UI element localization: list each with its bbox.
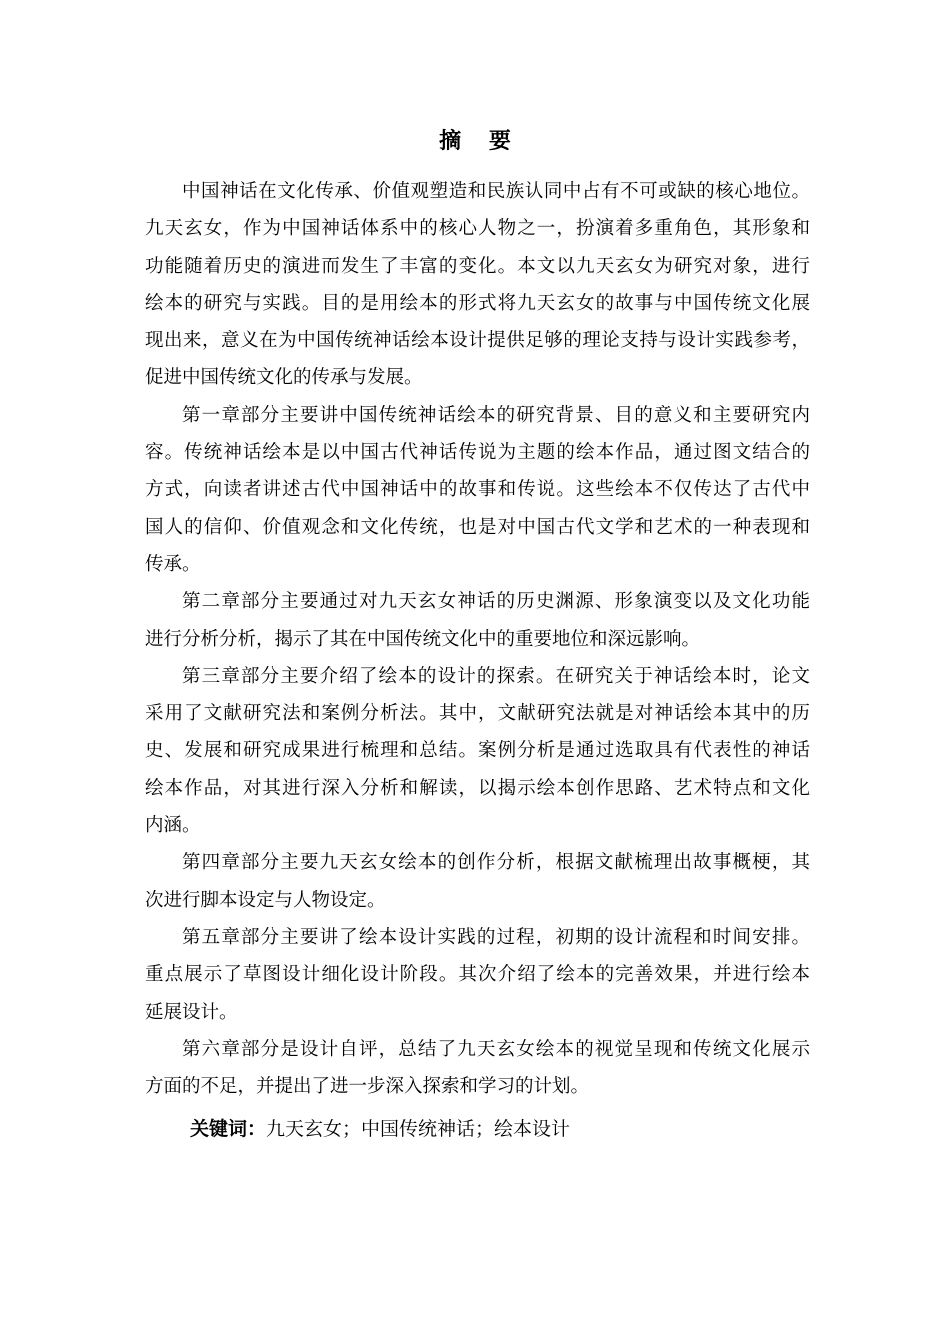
keywords-label: 关键词： [190, 1118, 267, 1140]
paragraph-line: 功能随着历史的演进而发生了丰富的变化。本文以九天玄女为研究对象，进行 [145, 255, 810, 277]
paragraph-line: 传承。 [145, 553, 201, 575]
keywords-line [190, 1111, 570, 1148]
paragraph-line: 第四章部分主要九天玄女绘本的创作分析，根据文献梳理出故事概梗，其 [182, 852, 810, 874]
paragraph-line: 促进中国传统文化的传承与发展。 [145, 367, 423, 389]
paragraph-line: 内涵。 [145, 815, 201, 837]
keywords-value: 九天玄女；中国传统神话；绘本设计 [266, 1118, 571, 1140]
paragraph-line: 绘本的研究与实践。目的是用绘本的形式将九天玄女的故事与中国传统文化展 [145, 292, 810, 314]
abstract-paragraph-1 [145, 173, 810, 397]
paragraph-line: 中国神话在文化传承、价值观塑造和民族认同中占有不可或缺的核心地位。 [182, 181, 810, 202]
paragraph-line: 进行分析分析，揭示了其在中国传统文化中的重要地位和深远影响。 [145, 628, 701, 650]
paragraph-line: 采用了文献研究法和案例分析法。其中，文献研究法就是对神话绘本其中的历 [145, 703, 810, 725]
paragraph-line: 容。传统神话绘本是以中国古代神话传说为主题的绘本作品，通过图文结合的 [145, 442, 810, 464]
paragraph-line: 史、发展和研究成果进行梳理和总结。案例分析是通过选取具有代表性的神话 [145, 740, 810, 762]
paragraph-line: 方面的不足，并提出了进一步深入探索和学习的计划。 [145, 1076, 590, 1098]
abstract-paragraph-3 [145, 583, 810, 658]
paragraph-line: 绘本作品，对其进行深入分析和解读，以揭示绘本创作思路、艺术特点和文化 [145, 777, 810, 799]
paragraph-line: 方式，向读者讲述古代中国神话中的故事和传说。这些绘本不仅传达了古代中 [145, 479, 810, 501]
abstract-paragraph-2 [145, 397, 810, 583]
paragraph-line: 第三章部分主要介绍了绘本的设计的探索。在研究关于神话绘本时，论文 [182, 665, 810, 687]
paragraph-line: 第二章部分主要通过对九天玄女神话的历史渊源、形象演变以及文化功能 [182, 591, 810, 613]
page-title: 摘 要 [439, 129, 511, 154]
paragraph-line: 延展设计。 [145, 1001, 238, 1023]
paragraph-line: 现出来，意义在为中国传统神话绘本设计提供足够的理论支持与设计实践参考， [145, 330, 810, 352]
paragraph-line: 国人的信仰、价值观念和文化传统，也是对中国古代文学和艺术的一种表现和 [145, 516, 810, 538]
paragraph-line: 第一章部分主要讲中国传统神话绘本的研究背景、目的意义和主要研究内 [182, 404, 810, 426]
paragraph-line: 次进行脚本设定与人物设定。 [145, 889, 386, 911]
paragraph-line: 九天玄女，作为中国神话体系中的核心人物之一，扮演着多重角色，其形象和 [145, 218, 810, 240]
paragraph-line: 第五章部分主要讲了绘本设计实践的过程，初期的设计流程和时间安排。 [182, 926, 810, 948]
abstract-paragraph-6 [145, 919, 810, 1031]
abstract-paragraph-5 [145, 844, 810, 919]
abstract-body [145, 173, 810, 1105]
abstract-paragraph-4 [145, 658, 810, 844]
paragraph-line: 第六章部分是设计自评，总结了九天玄女绘本的视觉呈现和传统文化展示 [182, 1038, 810, 1060]
abstract-paragraph-7 [145, 1031, 810, 1106]
paragraph-line: 重点展示了草图设计细化设计阶段。其次介绍了绘本的完善效果，并进行绘本 [145, 964, 810, 986]
